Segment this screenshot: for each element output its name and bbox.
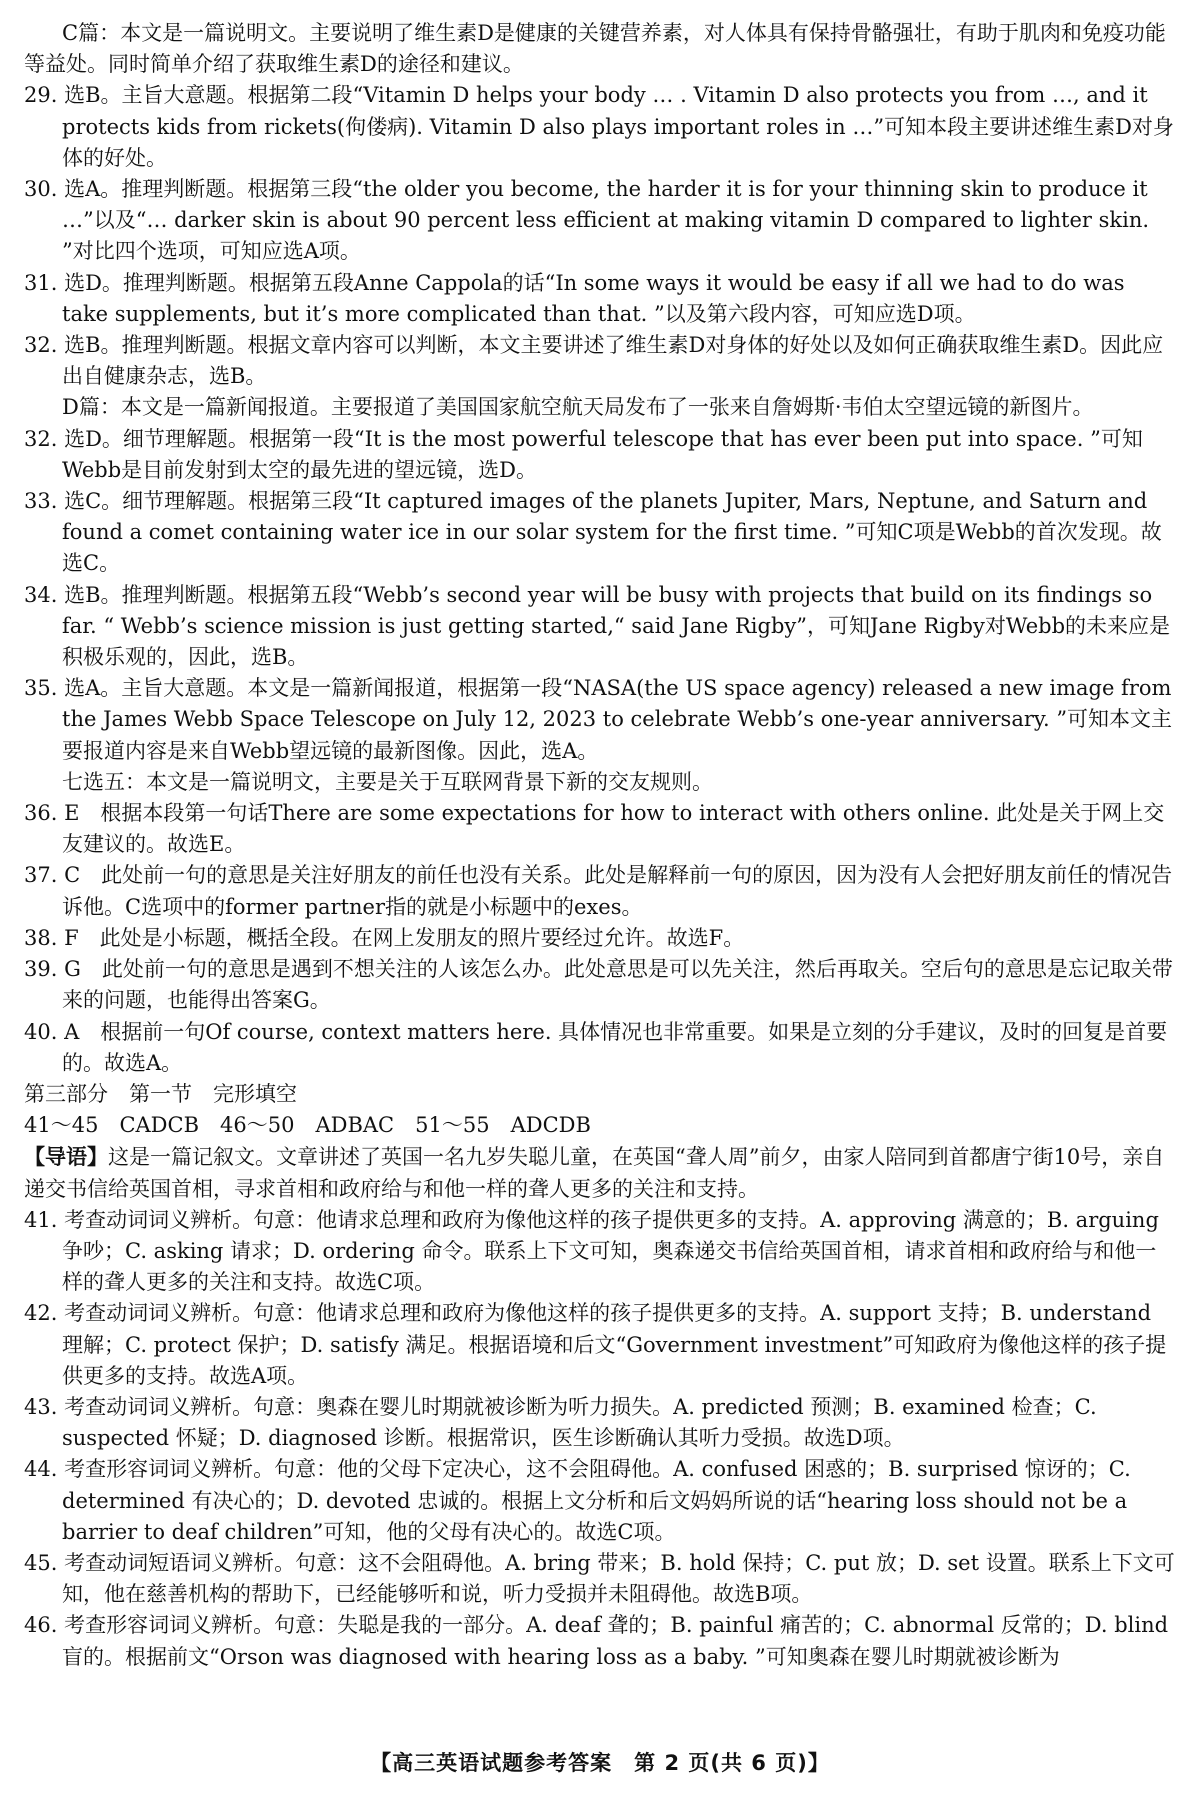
section-d-summary: D篇：本文是一篇新闻报道。主要报道了美国国家航空航天局发布了一张来自詹姆斯·韦伯太空望远镜的新图片。	[62, 395, 1094, 420]
answer-32-d: 32. 选D。细节理解题。根据第一段“It is the most powerful telescope that has ever been put into space. ”可知Webb是目前发射到太空的最先进的望远镜，选D。	[24, 426, 1143, 482]
answer-43: 43. 考查动词词义辨析。句意：奥森在婴儿时期就被诊断为听力损失。A. predicted 预测；B. examined 检查；C. suspected 怀疑；D. diagnosed 诊断。根据常识，医生诊断确认其听力受损。故选D项。	[24, 1394, 1097, 1451]
answer-39: 39. G 此处前一句的意思是遇到不想关注的人该怎么办。此处意思是可以先关注，然后再取关。空后句的意思是忘记取关带来的问题，也能得出答案G。	[24, 957, 1173, 1013]
answer-30: 30. 选A。推理判断题。根据第三段“the older you become, the harder it is for your thinning skin to produce it …”以及“… darker skin is about 90 percent less efficient at making vitamin D compared to lighter skin. ”对比四个选项，可知应选A项。	[24, 177, 1150, 264]
guide-label: 【导语】	[24, 1144, 108, 1170]
answer-40: 40. A 根据前一句Of course, context matters here. 具体情况也非常重要。如果是立刻的分手建议，及时的回复是首要的。故选A。	[24, 1019, 1168, 1075]
answer-41: 41. 考查动词词义辨析。句意：他请求总理和政府为像他这样的孩子提供更多的支持。A. approving 满意的；B. arguing 争吵；C. asking 请求；D. ordering 命令。联系上下文可知，奥森递交书信给英国首相，请求首相和政府给与和他一样的聋人更多的关注和支持。故选C项。	[24, 1207, 1159, 1295]
answer-32-c: 32. 选B。推理判断题。根据文章内容可以判断，本文主要讲述了维生素D对身体的好处以及如何正确获取维生素D。因此应出自健康杂志，选B。	[24, 333, 1164, 389]
answer-31: 31. 选D。推理判断题。根据第五段Anne Cappola的话“In some ways it would be easy if all we had to do was take supplements, but it’s more complicated than that. ”以及第六段内容，可知应选D项。	[24, 270, 1125, 326]
guide-text: 这是一篇记叙文。文章讲述了英国一名九岁失聪儿童，在英国“聋人周”前夕，由家人陪同到首都唐宁街10号，亲自递交书信给英国首相，寻求首相和政府给与和他一样的聋人更多的关注和支持。	[24, 1145, 1165, 1201]
answer-45: 45. 考查动词短语词义辨析。句意：这不会阻碍他。A. bring 带来；B. hold 保持；C. put 放；D. set 设置。联系上下文可知，他在慈善机构的帮助下，已经能够听和说，听力受损并未阻碍他。故选B项。	[24, 1550, 1175, 1607]
answer-key-page	[24, 18, 1176, 1673]
answer-42: 42. 考查动词词义辨析。句意：他请求总理和政府为像他这样的孩子提供更多的支持。A. support 支持；B. understand 理解；C. protect 保护；D. satisfy 满足。根据语境和后文“Government investment”可知政府为像他这样的孩子提供更多的支持。故选A项。	[24, 1301, 1167, 1388]
section-c-summary: C篇：本文是一篇说明文。主要说明了维生素D是健康的关键营养素，对人体具有保持骨骼强壮，有助于肌肉和免疫功能等益处。同时简单介绍了获取维生素D的途径和建议。	[24, 21, 1166, 77]
answer-36: 36. E 根据本段第一句话There are some expectations for how to interact with others online. 此处是关于网上交友建议的。故选E。	[24, 801, 1165, 857]
answer-46: 46. 考查形容词词义辨析。句意：失聪是我的一部分。A. deaf 聋的；B. painful 痛苦的；C. abnormal 反常的；D. blind 盲的。根据前文“Orson was diagnosed with hearing loss as a baby. ”可知奥森在婴儿时期就被诊断为	[24, 1613, 1169, 1669]
answer-37: 37. C 此处前一句的意思是关注好朋友的前任也没有关系。此处是解释前一句的原因，因为没有人会把好朋友前任的情况告诉他。C选项中的former partner指的就是小标题中的exes。	[24, 863, 1173, 919]
answer-29: 29. 选B。主旨大意题。根据第二段“Vitamin D helps your body … . Vitamin D also protects you from …, and it protects kids from rickets(佝偻病). Vitamin D also plays important roles in …”可知本段主要讲述维生素D对身体的好处。	[24, 83, 1174, 170]
answer-44: 44. 考查形容词词义辨析。句意：他的父母下定决心，这不会阻碍他。A. confused 困惑的；B. surprised 惊讶的；C. determined 有决心的；D. devoted 忠诚的。根据上文分析和后文妈妈所说的话“hearing loss should not be a barrier to deaf children”可知，他的父母有决心的。故选C项。	[24, 1457, 1131, 1544]
answer-38: 38. F 此处是小标题，概括全段。在网上发朋友的照片要经过允许。故选F。	[24, 925, 745, 950]
answer-33: 33. 选C。细节理解题。根据第三段“It captured images of the planets Jupiter, Mars, Neptune, and Saturn and found a comet containing water ice in our solar system for the first time. ”可知C项是Webb的首次发现。故选C。	[24, 489, 1162, 576]
seven-choose-five-summary: 七选五：本文是一篇说明文，主要是关于互联网背景下新的交友规则。	[62, 769, 713, 794]
answer-34: 34. 选B。推理判断题。根据第五段“Webb’s second year will be busy with projects that build on its findings so far. “ Webb’s science mission is just getting started,“ said Jane Rigby”，可知Jane Rigby对Webb的未来应是积极乐观的，因此，选B。	[24, 582, 1171, 670]
page-footer: 【高三英语试题参考答案 第 2 页(共 6 页)】	[370, 1751, 830, 1775]
guide-paragraph	[24, 1141, 1176, 1204]
cloze-answer-key: 41～45 CADCB 46～50 ADBAC 51～55 ADCDB	[24, 1113, 591, 1138]
part-three-heading: 第三部分 第一节 完形填空	[24, 1081, 297, 1106]
answer-35: 35. 选A。主旨大意题。本文是一篇新闻报道，根据第一段“NASA(the US space agency) released a new image from the James Webb Space Telescope on July 12, 2023 to celebrate Webb’s one-year anniversary. ”可知本文主要报道内容是来自Webb望远镜的最新图像。因此，选A。	[24, 676, 1173, 763]
